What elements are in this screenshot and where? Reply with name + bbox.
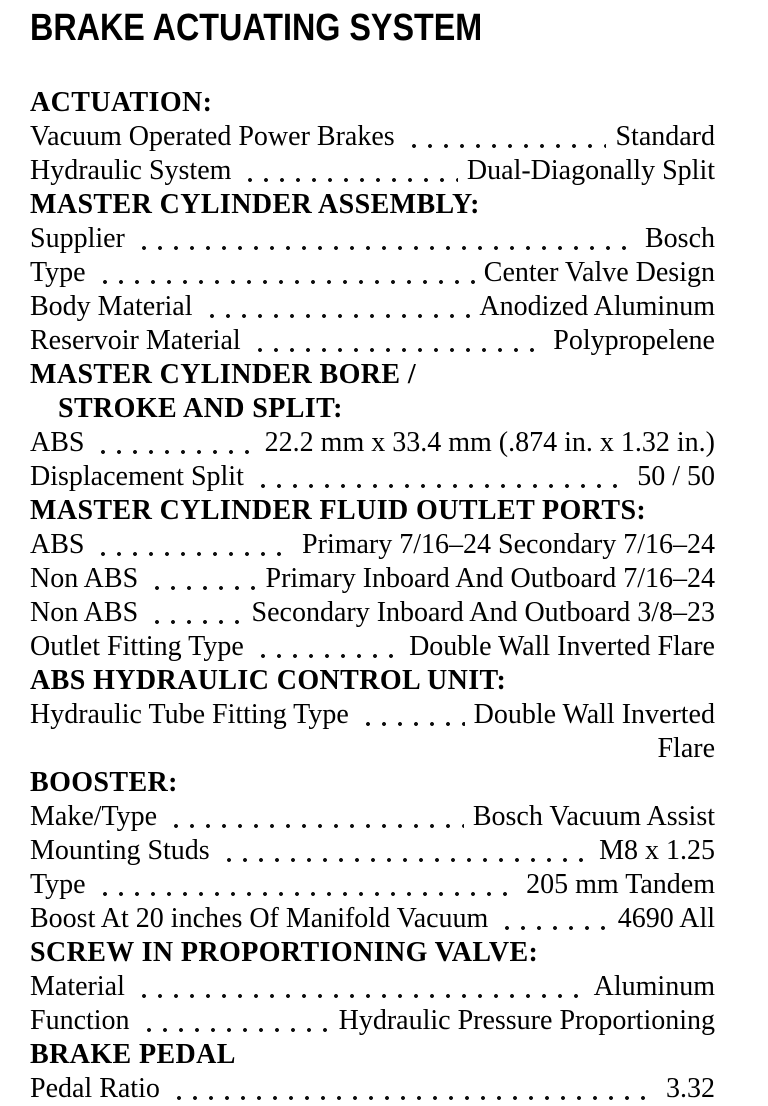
spec-label: Outlet Fitting Type — [30, 631, 244, 662]
section-heading: SCREW IN PROPORTIONING VALVE: — [30, 937, 539, 968]
spec-value: 50 / 50 — [637, 461, 715, 492]
spec-label: Type — [30, 257, 86, 288]
section-heading: MASTER CYLINDER ASSEMBLY: — [30, 189, 480, 220]
spec-value: Double Wall Inverted — [473, 699, 715, 730]
spec-label: Pedal Ratio — [30, 1073, 160, 1104]
spec-row — [30, 630, 715, 664]
section-brake-pedal — [30, 1038, 715, 1106]
section-heading: BRAKE PEDAL — [30, 1039, 236, 1070]
section-heading: ABS HYDRAULIC CONTROL UNIT: — [30, 665, 507, 696]
spec-row — [30, 970, 715, 1004]
spec-value: 4690 All — [617, 903, 715, 934]
spec-value: Aluminum — [593, 971, 715, 1002]
page-title: BRAKE ACTUATING SYSTEM — [30, 7, 483, 49]
spec-row — [30, 800, 715, 834]
dot-leader — [134, 970, 585, 1004]
spec-value: Secondary Inboard And Outboard 3/8–23 — [251, 597, 715, 628]
dot-leader — [93, 528, 293, 562]
spec-label: Non ABS — [30, 597, 139, 628]
dot-leader — [147, 562, 256, 596]
spec-row — [30, 290, 715, 324]
section-master-cylinder-assembly — [30, 188, 715, 358]
spec-label: Material — [30, 971, 125, 1002]
spec-row — [30, 834, 715, 868]
spec-row — [30, 324, 715, 358]
spec-value: Anodized Aluminum — [479, 291, 715, 322]
dot-leader — [240, 154, 458, 188]
section-heading: BOOSTER: — [30, 767, 178, 798]
spec-row-continuation — [30, 732, 715, 766]
spec-label: Vacuum Operated Power Brakes — [30, 121, 395, 152]
section-actuation — [30, 86, 715, 188]
spec-row — [30, 426, 715, 460]
dot-leader — [404, 120, 607, 154]
spec-value: Standard — [615, 121, 715, 152]
spec-value: 3.32 — [666, 1073, 715, 1104]
spec-value: Polypropelene — [553, 325, 715, 356]
section-fluid-outlet-ports — [30, 494, 715, 664]
spec-label: Reservoir Material — [30, 325, 241, 356]
spec-value: Double Wall Inverted Flare — [409, 631, 715, 662]
spec-value: Hydraulic Pressure Proportioning — [338, 1005, 715, 1036]
dot-leader — [93, 426, 255, 460]
spec-label: Mounting Studs — [30, 835, 210, 866]
spec-label: Displacement Split — [30, 461, 244, 492]
dot-leader — [253, 460, 628, 494]
spec-label: Hydraulic System — [30, 155, 232, 186]
spec-row — [30, 154, 715, 188]
spec-row — [30, 562, 715, 596]
dot-leader — [95, 256, 475, 290]
dot-leader — [139, 1004, 330, 1038]
section-heading-line2: STROKE AND SPLIT: — [58, 393, 343, 424]
dot-leader — [202, 290, 471, 324]
spec-label: Non ABS — [30, 563, 139, 594]
spec-label: Boost At 20 inches Of Manifold Vacuum — [30, 903, 489, 934]
dot-leader — [169, 1072, 657, 1106]
spec-row — [30, 596, 715, 630]
section-master-cylinder-bore — [30, 358, 715, 494]
spec-row — [30, 1072, 715, 1106]
dot-leader — [134, 222, 636, 256]
dot-leader — [219, 834, 590, 868]
dot-leader — [358, 698, 465, 732]
spec-row — [30, 698, 715, 732]
spec-row — [30, 120, 715, 154]
section-booster — [30, 766, 715, 936]
spec-value: 22.2 mm x 33.4 mm (.874 in. x 1.32 in.) — [264, 427, 715, 458]
spec-label: ABS — [30, 427, 85, 458]
spec-label: Hydraulic Tube Fitting Type — [30, 699, 349, 730]
spec-label: Type — [30, 869, 86, 900]
spec-label: Body Material — [30, 291, 193, 322]
spec-row — [30, 1004, 715, 1038]
spec-row — [30, 256, 715, 290]
spec-value: Bosch Vacuum Assist — [472, 801, 715, 832]
dot-leader — [147, 596, 242, 630]
spec-value: Center Valve Design — [483, 257, 715, 288]
spec-value: Dual-Diagonally Split — [466, 155, 715, 186]
section-abs-hydraulic-control-unit — [30, 664, 715, 766]
spec-label: Make/Type — [30, 801, 158, 832]
spec-value: M8 x 1.25 — [599, 835, 715, 866]
spec-row — [30, 222, 715, 256]
dot-leader — [95, 868, 518, 902]
section-heading: MASTER CYLINDER FLUID OUTLET PORTS: — [30, 495, 647, 526]
spec-value: Primary 7/16–24 Secondary 7/16–24 — [302, 529, 715, 560]
spec-value: Primary Inboard And Outboard 7/16–24 — [265, 563, 715, 594]
spec-label: Function — [30, 1005, 130, 1036]
spec-label: ABS — [30, 529, 85, 560]
section-proportioning-valve — [30, 936, 715, 1038]
spec-row — [30, 902, 715, 936]
spec-value: Bosch — [645, 223, 715, 254]
dot-leader — [166, 800, 464, 834]
spec-row — [30, 528, 715, 562]
dot-leader — [497, 902, 608, 936]
dot-leader — [250, 324, 545, 358]
spec-value-overflow: Flare — [657, 733, 715, 764]
spec-row — [30, 868, 715, 902]
section-heading: MASTER CYLINDER BORE / — [30, 359, 417, 390]
spec-label: Supplier — [30, 223, 125, 254]
spec-row — [30, 460, 715, 494]
spec-value: 205 mm Tandem — [526, 869, 715, 900]
dot-leader — [253, 630, 400, 664]
section-heading: ACTUATION: — [30, 87, 213, 118]
